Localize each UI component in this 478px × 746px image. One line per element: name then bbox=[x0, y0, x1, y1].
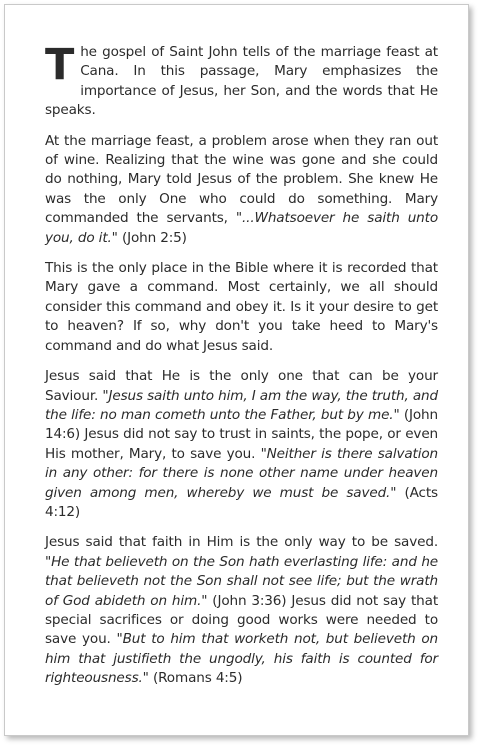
paragraph-2 bbox=[45, 132, 438, 248]
paragraph-2-text-1: At the marriage feast, a problem arose when they ran out of wine. Realizing that the wine was gone and she could do nothing, Mary told Jesus of the problem. She knew He was the only One who could do something. Mary commanded the servants, bbox=[45, 132, 438, 227]
paragraph-5-text-2: (John 3:36) Jesus did not say that special sacrifices or doing good works were needed to save you. bbox=[45, 592, 439, 648]
document-body bbox=[45, 40, 439, 700]
paragraph-5-text-1: Jesus said that faith in Him is the only way to be saved. bbox=[45, 534, 438, 551]
paragraph-1-text: he gospel of Saint John tells of the marriage feast at Cana. In this passage, Mary emphasizes the importance of Jesus, her Son, and the words that He speaks. bbox=[45, 44, 438, 119]
paragraph-4-text-3: (Acts 4:12) bbox=[45, 484, 438, 520]
paragraph-5-text-3: (Romans 4:5) bbox=[148, 670, 243, 687]
scripture-quote-john-2-5: "...Whatsoever he saith unto you, do it." bbox=[45, 210, 438, 246]
paragraph-2-text-2: (John 2:5) bbox=[117, 229, 187, 246]
paragraph-1 bbox=[45, 40, 438, 121]
paragraph-5 bbox=[45, 533, 438, 688]
paragraph-3 bbox=[45, 259, 438, 356]
paragraph-4-text-2: (John 14:6) Jesus did not say to trust in saints, the pope, or even His mother, Mary, to save you. bbox=[45, 406, 438, 462]
scripture-quote-romans-4-5: "But to him that worketh not, but believeth on him that justifieth the ungodly, his faith is counted for righteousness." bbox=[45, 631, 438, 687]
drop-cap: T bbox=[45, 40, 75, 90]
scripture-quote-john-14-6: "Jesus saith unto him, I am the way, the truth, and the life: no man cometh unto the Father, but by me." bbox=[45, 387, 438, 423]
paragraph-4-text-1: Jesus said that He is the only one that can be your Saviour. bbox=[45, 368, 438, 404]
scripture-quote-acts-4-12: "Neither is there salvation in any other: for there is none other name under heaven given among men, whereby we must be saved." bbox=[45, 445, 438, 501]
page bbox=[4, 4, 469, 736]
paragraph-3-text: This is the only place in the Bible where it is recorded that Mary gave a command. Most certainly, we all should consider this command and obey it. Is it your desire to get to heaven? If so, why don't you take heed to Mary's command and do what Jesus said. bbox=[45, 260, 438, 354]
paragraph-4 bbox=[45, 367, 438, 522]
scripture-quote-john-3-36: "He that believeth on the Son hath everlasting life: and he that believeth not the Son shall not see life; but the wrath of God abideth on him." bbox=[45, 553, 438, 609]
